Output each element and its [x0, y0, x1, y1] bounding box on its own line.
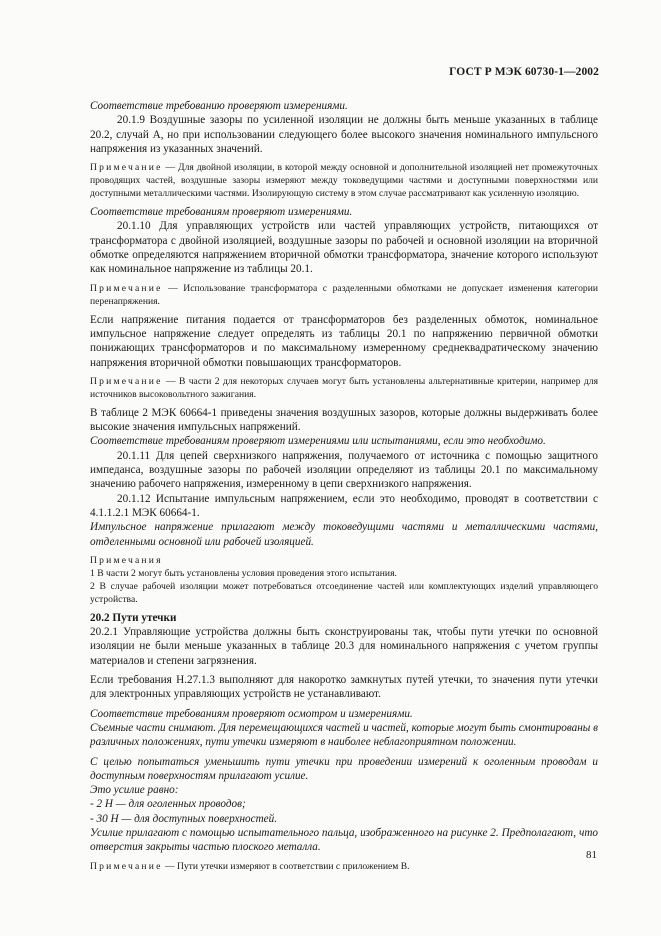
compliance-text: Соответствие требованиям проверяют измерениями.: [90, 206, 353, 219]
compliance-text: Соответствие требованиям проверяют осмотром и измерениями.: [90, 707, 413, 720]
standard-header: ГОСТ Р МЭК 60730-1—2002: [449, 66, 599, 78]
page-number: 81: [586, 849, 597, 861]
page-body: [90, 99, 598, 873]
note-label: Примечание: [90, 860, 163, 872]
note-label: Примечание: [90, 162, 163, 174]
paragraph: С целью попытаться уменьшить пути утечки при проведении измерений к оголенным проводам и доступным поверхностям прилагают усилие.: [90, 755, 598, 782]
note-item: 2 В случае рабочей изоляции может потребоваться отсоединение частей или комплектующих изделий управляющего устройства.: [90, 580, 598, 605]
paragraph: В таблице 2 МЭК 60664-1 приведены значения воздушных зазоров, которые должны выдерживать более высокие значения импульсных напряжений.: [90, 406, 598, 434]
list-item: - 2 Н — для оголенных проводов;: [90, 798, 246, 811]
compliance-text: Соответствие требованиям проверяют измерениями или испытаниями, если это необходимо.: [90, 435, 546, 448]
paragraph: Съемные части снимают. Для перемещающихся частей и частей, которые могут быть смонтированы в различных положениях, пути утечки измеряют в наиболее неблагоприятном положении.: [90, 721, 598, 749]
paragraph: Усилие прилагают с помощью испытательного пальца, изображенного на рисунке 2. Предполагают, что отверстия закрыты частью плоского металла.: [90, 826, 598, 854]
note-label: Примечание: [90, 282, 163, 294]
clause-20-1-9: 20.1.9 Воздушные зазоры по усиленной изоляции не должны быть меньше указанных в таблице 20.2, случай А, но при использовании следующего более высокого значения номинального импульсного напряжения из указанных значений.: [90, 114, 598, 155]
paragraph: Это усилие равно:: [90, 784, 179, 797]
compliance-text: Соответствие требованию проверяют измерениями.: [90, 100, 348, 112]
note: [90, 161, 598, 200]
clause-20-1-10: 20.1.10 Для управляющих устройств или частей управляющих устройств, питающихся от трансформатора с двойной изоляцией, воздушные зазоры по рабочей и основной изоляции на вторичной обмотке определяются напряжением вторичной обмотки трансформатора, значение которого используют как номинальное напряжение из таблицы 20.1.: [90, 220, 598, 276]
note-text: — Использование трансформатора с разделенными обмотками не допускает изменения категории перенапряжения.: [90, 282, 598, 307]
notes-heading: Примечания: [90, 554, 163, 566]
clause-20-1-12: 20.1.12 Испытание импульсным напряжением, если это необходимо, проводят в соответствии с 4.1.1.2.1 МЭК 60664-1.: [90, 492, 598, 519]
note: [90, 375, 598, 401]
note-text: — Пути утечки измеряют в соответствии с приложением В.: [162, 860, 410, 872]
note: [90, 282, 598, 308]
note-item: 1 В части 2 могут быть установлены условия проведения этого испытания.: [90, 567, 397, 579]
section-heading: 20.2 Пути утечки: [90, 611, 177, 624]
list-item: - 30 Н — для доступных поверхностей.: [90, 812, 278, 825]
note: [90, 860, 598, 873]
note-text: — В части 2 для некоторых случаев могут быть установлены альтернативные критерии, например для источников высоковольтного зажигания.: [90, 375, 598, 400]
clause-20-1-11: 20.1.11 Для цепей сверхнизкого напряжения, получаемого от источника с помощью защитного импеданса, воздушные зазоры по рабочей изоляции определяют из таблицы 20.1 по максимальному значению рабочего напряжения, измеренному в цепи сверхнизкого напряжения.: [90, 449, 598, 491]
compliance-text: Импульсное напряжение прилагают между токоведущими частями и металлическими частями, отделенными основной или рабочей изоляцией.: [90, 521, 598, 548]
note-text: — Для двойной изоляции, в которой между основной и дополнительной изоляцией нет промежуточных проводящих частей, воздушные зазоры измеряют между токоведущими частями и доступными поверхностями или доступными металлическими частями. Изолирующую систему в этом случае рассматривают как усиленную изоляцию.: [90, 162, 598, 200]
note-label: Примечание: [90, 375, 163, 387]
clause-20-2-1: 20.2.1 Управляющие устройства должны быть сконструированы так, чтобы пути утечки по основной изоляции не были меньше указанных в таблице 20.3 для номинального напряжения с учетом группы материалов и степени загрязнения.: [90, 626, 598, 667]
paragraph: Если напряжение питания подается от трансформаторов без разделенных обмоток, номинальное импульсное напряжение следует определять из таблицы 20.1 по напряжению первичной обмотки понижающих трансформаторов и по максимальному измеренному среднеквадратическому значению напряжения вторичной обмотки повышающих трансформаторов.: [90, 313, 598, 369]
paragraph: Если требования Н.27.1.3 выполняют для накоротко замкнутых путей утечки, то значения пути утечки для электронных управляющих устройств не устанавливают.: [90, 674, 598, 701]
